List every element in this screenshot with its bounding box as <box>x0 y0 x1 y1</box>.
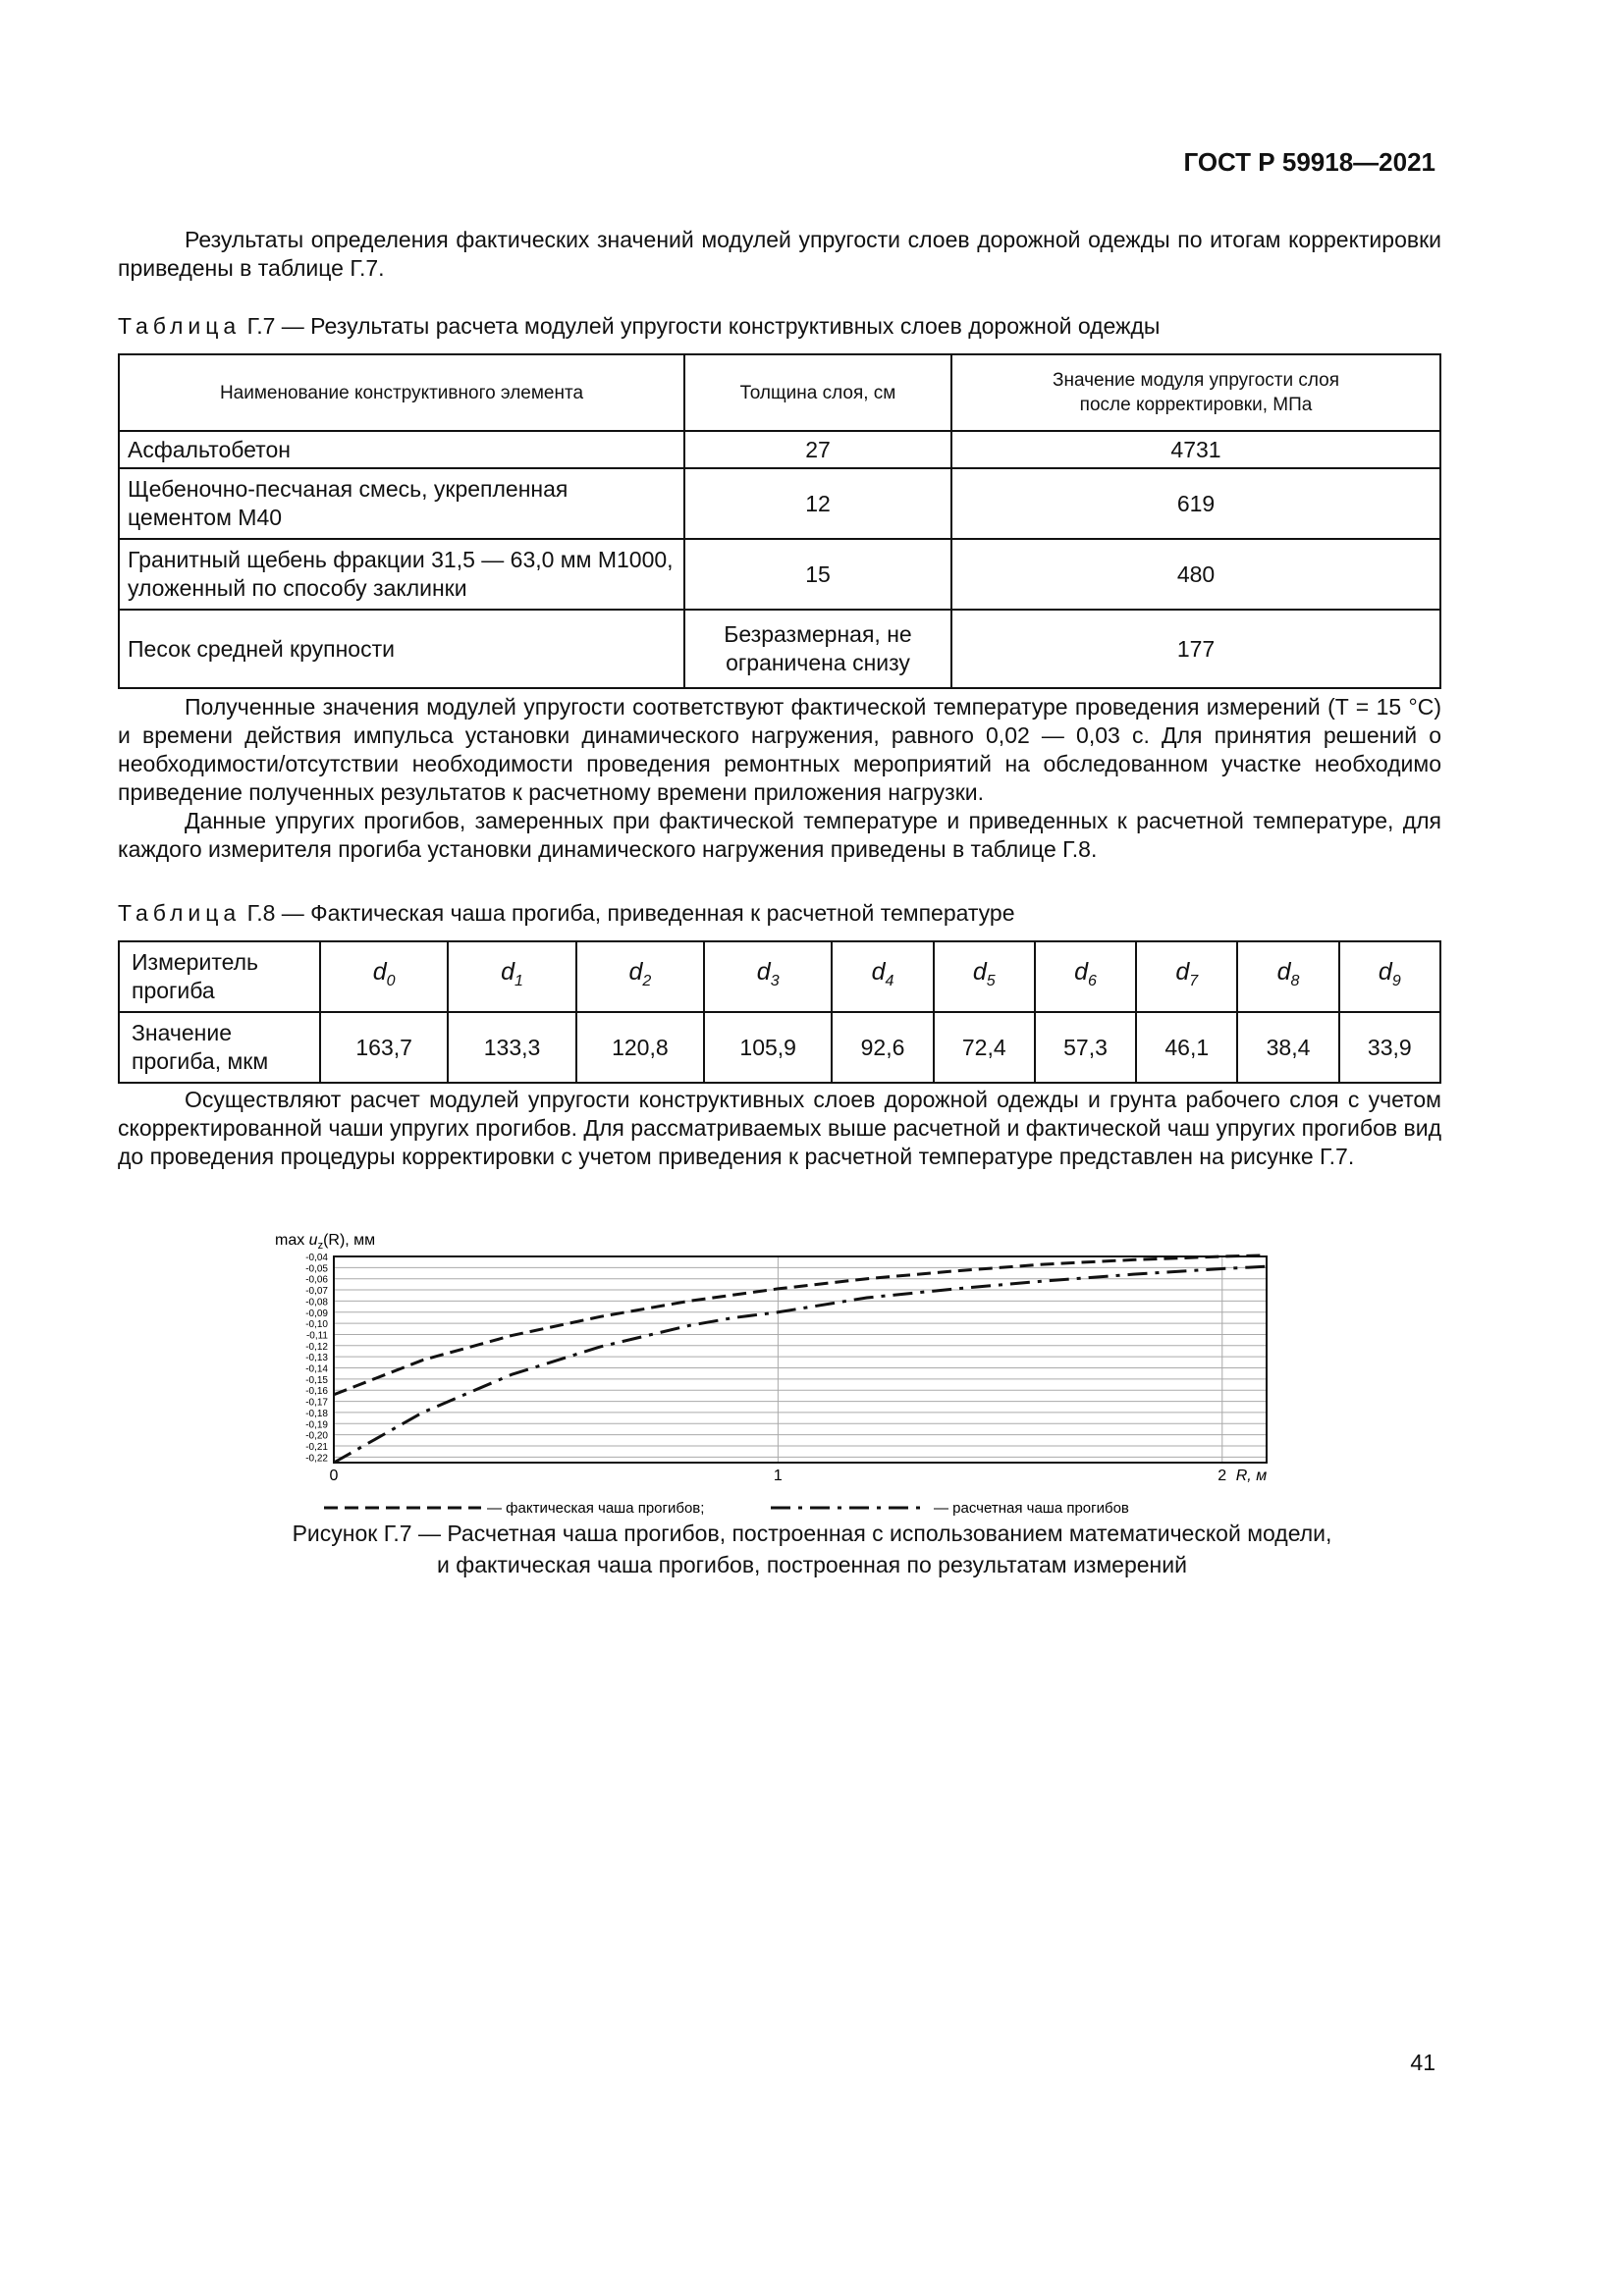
deflection-value-cell: 120,8 <box>576 1012 704 1083</box>
paragraph-calculation: Осуществляют расчет модулей упругости конструктивных слоев дорожной одежды и грунта рабочего слоя с учетом скорректированной чаши упругих прогибов. Для рассматриваемых выше расчетной и фактической чаш упругих прогибов вид до проведения процедуры корректировки с учетом приведения к расчетной температуре представлен на рисунке Г.7. <box>118 1087 1441 1169</box>
table-cell: Безразмерная, не ограничена снизу <box>684 610 951 688</box>
sensor-index: 5 <box>986 973 996 989</box>
sensor-symbol: d <box>372 958 387 986</box>
x-tick-label: 2 <box>1218 1468 1227 1484</box>
deflection-value-cell: 92,6 <box>832 1012 933 1083</box>
sensor-index: 3 <box>770 973 780 989</box>
table-row <box>119 468 1440 539</box>
deflection-value-cell: 163,7 <box>320 1012 448 1083</box>
deflection-value-cell: 57,3 <box>1035 1012 1136 1083</box>
sensor-index: 1 <box>514 973 523 989</box>
table-cell: Щебеночно-песчаная смесь, укрепленная цементом М40 <box>119 468 684 539</box>
table-row <box>119 539 1440 610</box>
sensor-cell <box>704 941 832 1012</box>
sensor-index: 7 <box>1189 973 1199 989</box>
sensor-index: 2 <box>642 973 652 989</box>
table-cell: Песок средней крупности <box>119 610 684 688</box>
table-layer-moduli <box>118 353 1441 689</box>
legend-label-calculated: — расчетная чаша прогибов <box>934 1500 1129 1517</box>
table-cell: 12 <box>684 468 951 539</box>
paragraph-results: Полученные значения модулей упругости соответствуют фактической температуре проведения измерений (T = 15 °С) и времени действия импульса установки динамического нагружения, равного 0,02 — 0,03 с. Для принятия решений о необходимости/отсутствии необходимости проведения ремонтных мероприятий на обследованном участке необходимо приведение полученных результатов к расчетному времени приложения нагрузки. <box>118 694 1441 805</box>
table-cell: Асфальтобетон <box>119 431 684 468</box>
sensor-index: 8 <box>1290 973 1300 989</box>
sensor-cell <box>934 941 1035 1012</box>
figure-caption <box>118 1518 1506 1580</box>
sensor-symbol: d <box>1175 958 1190 986</box>
x-tick-label: 1 <box>773 1468 783 1484</box>
deflection-value-cell: 133,3 <box>448 1012 575 1083</box>
table8-caption <box>118 899 1015 928</box>
table8-caption-prefix: Таблица <box>118 900 242 926</box>
sensor-cell <box>1136 941 1237 1012</box>
paragraph-deflections: Данные упругих прогибов, замеренных при фактической температуре и приведенных к расчетной температуре, для каждого измерителя прогиба установки динамического нагружения приведены в таблице Г.8. <box>118 808 1441 862</box>
series-line-actual <box>334 1255 1267 1395</box>
sensor-symbol: d <box>501 958 515 986</box>
sensor-symbol: d <box>756 958 771 986</box>
y-tick-label: -0,07 <box>305 1286 328 1298</box>
sensor-cell <box>1035 941 1136 1012</box>
y-tick-label: -0,18 <box>305 1408 328 1419</box>
table-cell: 480 <box>951 539 1440 610</box>
table7-caption-prefix: Таблица <box>118 313 242 339</box>
sensor-cell <box>832 941 933 1012</box>
y-tick-label: -0,11 <box>305 1330 328 1342</box>
y-tick-label: -0,17 <box>305 1397 328 1409</box>
table8-caption-text: Г.8 — Фактическая чаша прогиба, приведенная к расчетной температуре <box>246 900 1015 926</box>
y-axis-label: $\max u_z(R)$, мм <box>275 1232 376 1252</box>
y-tick-label: -0,09 <box>305 1308 328 1319</box>
y-tick-label: -0,05 <box>305 1263 328 1275</box>
sensor-cell <box>1237 941 1338 1012</box>
table-cell: 619 <box>951 468 1440 539</box>
figure-caption-line1: Рисунок Г.7 — Расчетная чаша прогибов, построенная с использованием математической модели, <box>292 1521 1332 1546</box>
table-row-sensors <box>119 941 1440 1012</box>
y-tick-label: -0,19 <box>305 1419 328 1431</box>
y-tick-label: -0,16 <box>305 1386 328 1398</box>
table-cell: 177 <box>951 610 1440 688</box>
page-number: 41 <box>1410 2050 1435 2075</box>
row-label: Значение прогиба, мкм <box>119 1012 320 1083</box>
y-tick-label: -0,08 <box>305 1297 328 1308</box>
table-row-values <box>119 1012 1440 1083</box>
row-label: Измеритель прогиба <box>119 941 320 1012</box>
series-line-calculated <box>334 1266 1267 1463</box>
y-tick-label: -0,22 <box>305 1453 328 1465</box>
sensor-symbol: d <box>1276 958 1291 986</box>
deflection-chart <box>236 1217 1316 1531</box>
x-tick-label: 0 <box>329 1468 339 1484</box>
sensor-index: 6 <box>1088 973 1097 989</box>
y-tick-label: -0,12 <box>305 1341 328 1353</box>
y-tick-label: -0,06 <box>305 1274 328 1286</box>
table-cell: 15 <box>684 539 951 610</box>
y-tick-label: -0,10 <box>305 1319 328 1331</box>
sensor-cell <box>320 941 448 1012</box>
deflection-value-cell: 72,4 <box>934 1012 1035 1083</box>
y-tick-label: -0,15 <box>305 1374 328 1386</box>
table-row <box>119 431 1440 468</box>
table-header-cell: Значение модуля упругости слоя после корректировки, МПа <box>951 354 1440 431</box>
sensor-cell <box>448 941 575 1012</box>
y-tick-label: -0,21 <box>305 1441 328 1453</box>
sensor-symbol: d <box>1378 958 1392 986</box>
table-cell: 27 <box>684 431 951 468</box>
figure-caption-line2: и фактическая чаша прогибов, построенная по результатам измерений <box>437 1552 1187 1577</box>
deflection-value-cell: 105,9 <box>704 1012 832 1083</box>
sensor-symbol: d <box>972 958 987 986</box>
sensor-index: 4 <box>885 973 894 989</box>
sensor-symbol: d <box>871 958 886 986</box>
table7-caption-text: Г.7 — Результаты расчета модулей упругости конструктивных слоев дорожной одежды <box>246 313 1161 339</box>
y-tick-label: -0,13 <box>305 1353 328 1364</box>
paragraph-intro: Результаты определения фактических значений модулей упругости слоев дорожной одежды по итогам корректировки приведены в таблице Г.7. <box>118 227 1441 281</box>
y-tick-label: -0,20 <box>305 1430 328 1442</box>
table-header-row <box>119 354 1440 431</box>
table-deflection-bowl <box>118 940 1441 1084</box>
deflection-value-cell: 33,9 <box>1339 1012 1440 1083</box>
y-tick-label: -0,04 <box>305 1253 328 1263</box>
sensor-cell <box>1339 941 1440 1012</box>
table7-caption <box>118 312 1160 341</box>
table-cell: Гранитный щебень фракции 31,5 — 63,0 мм М1000, уложенный по способу заклинки <box>119 539 684 610</box>
sensor-cell <box>576 941 704 1012</box>
deflection-value-cell: 46,1 <box>1136 1012 1237 1083</box>
sensor-index: 9 <box>1391 973 1401 989</box>
x-axis-label: R, м <box>1235 1468 1268 1484</box>
sensor-index: 0 <box>386 973 396 989</box>
document-header: ГОСТ Р 59918—2021 <box>1183 147 1435 177</box>
sensor-symbol: d <box>1074 958 1088 986</box>
table-row <box>119 610 1440 688</box>
y-tick-label: -0,14 <box>305 1363 328 1375</box>
sensor-symbol: d <box>628 958 643 986</box>
table-header-cell: Наименование конструктивного элемента <box>119 354 684 431</box>
deflection-value-cell: 38,4 <box>1237 1012 1338 1083</box>
table-cell: 4731 <box>951 431 1440 468</box>
table-header-cell: Толщина слоя, см <box>684 354 951 431</box>
legend-label-actual: — фактическая чаша прогибов; <box>487 1500 705 1517</box>
